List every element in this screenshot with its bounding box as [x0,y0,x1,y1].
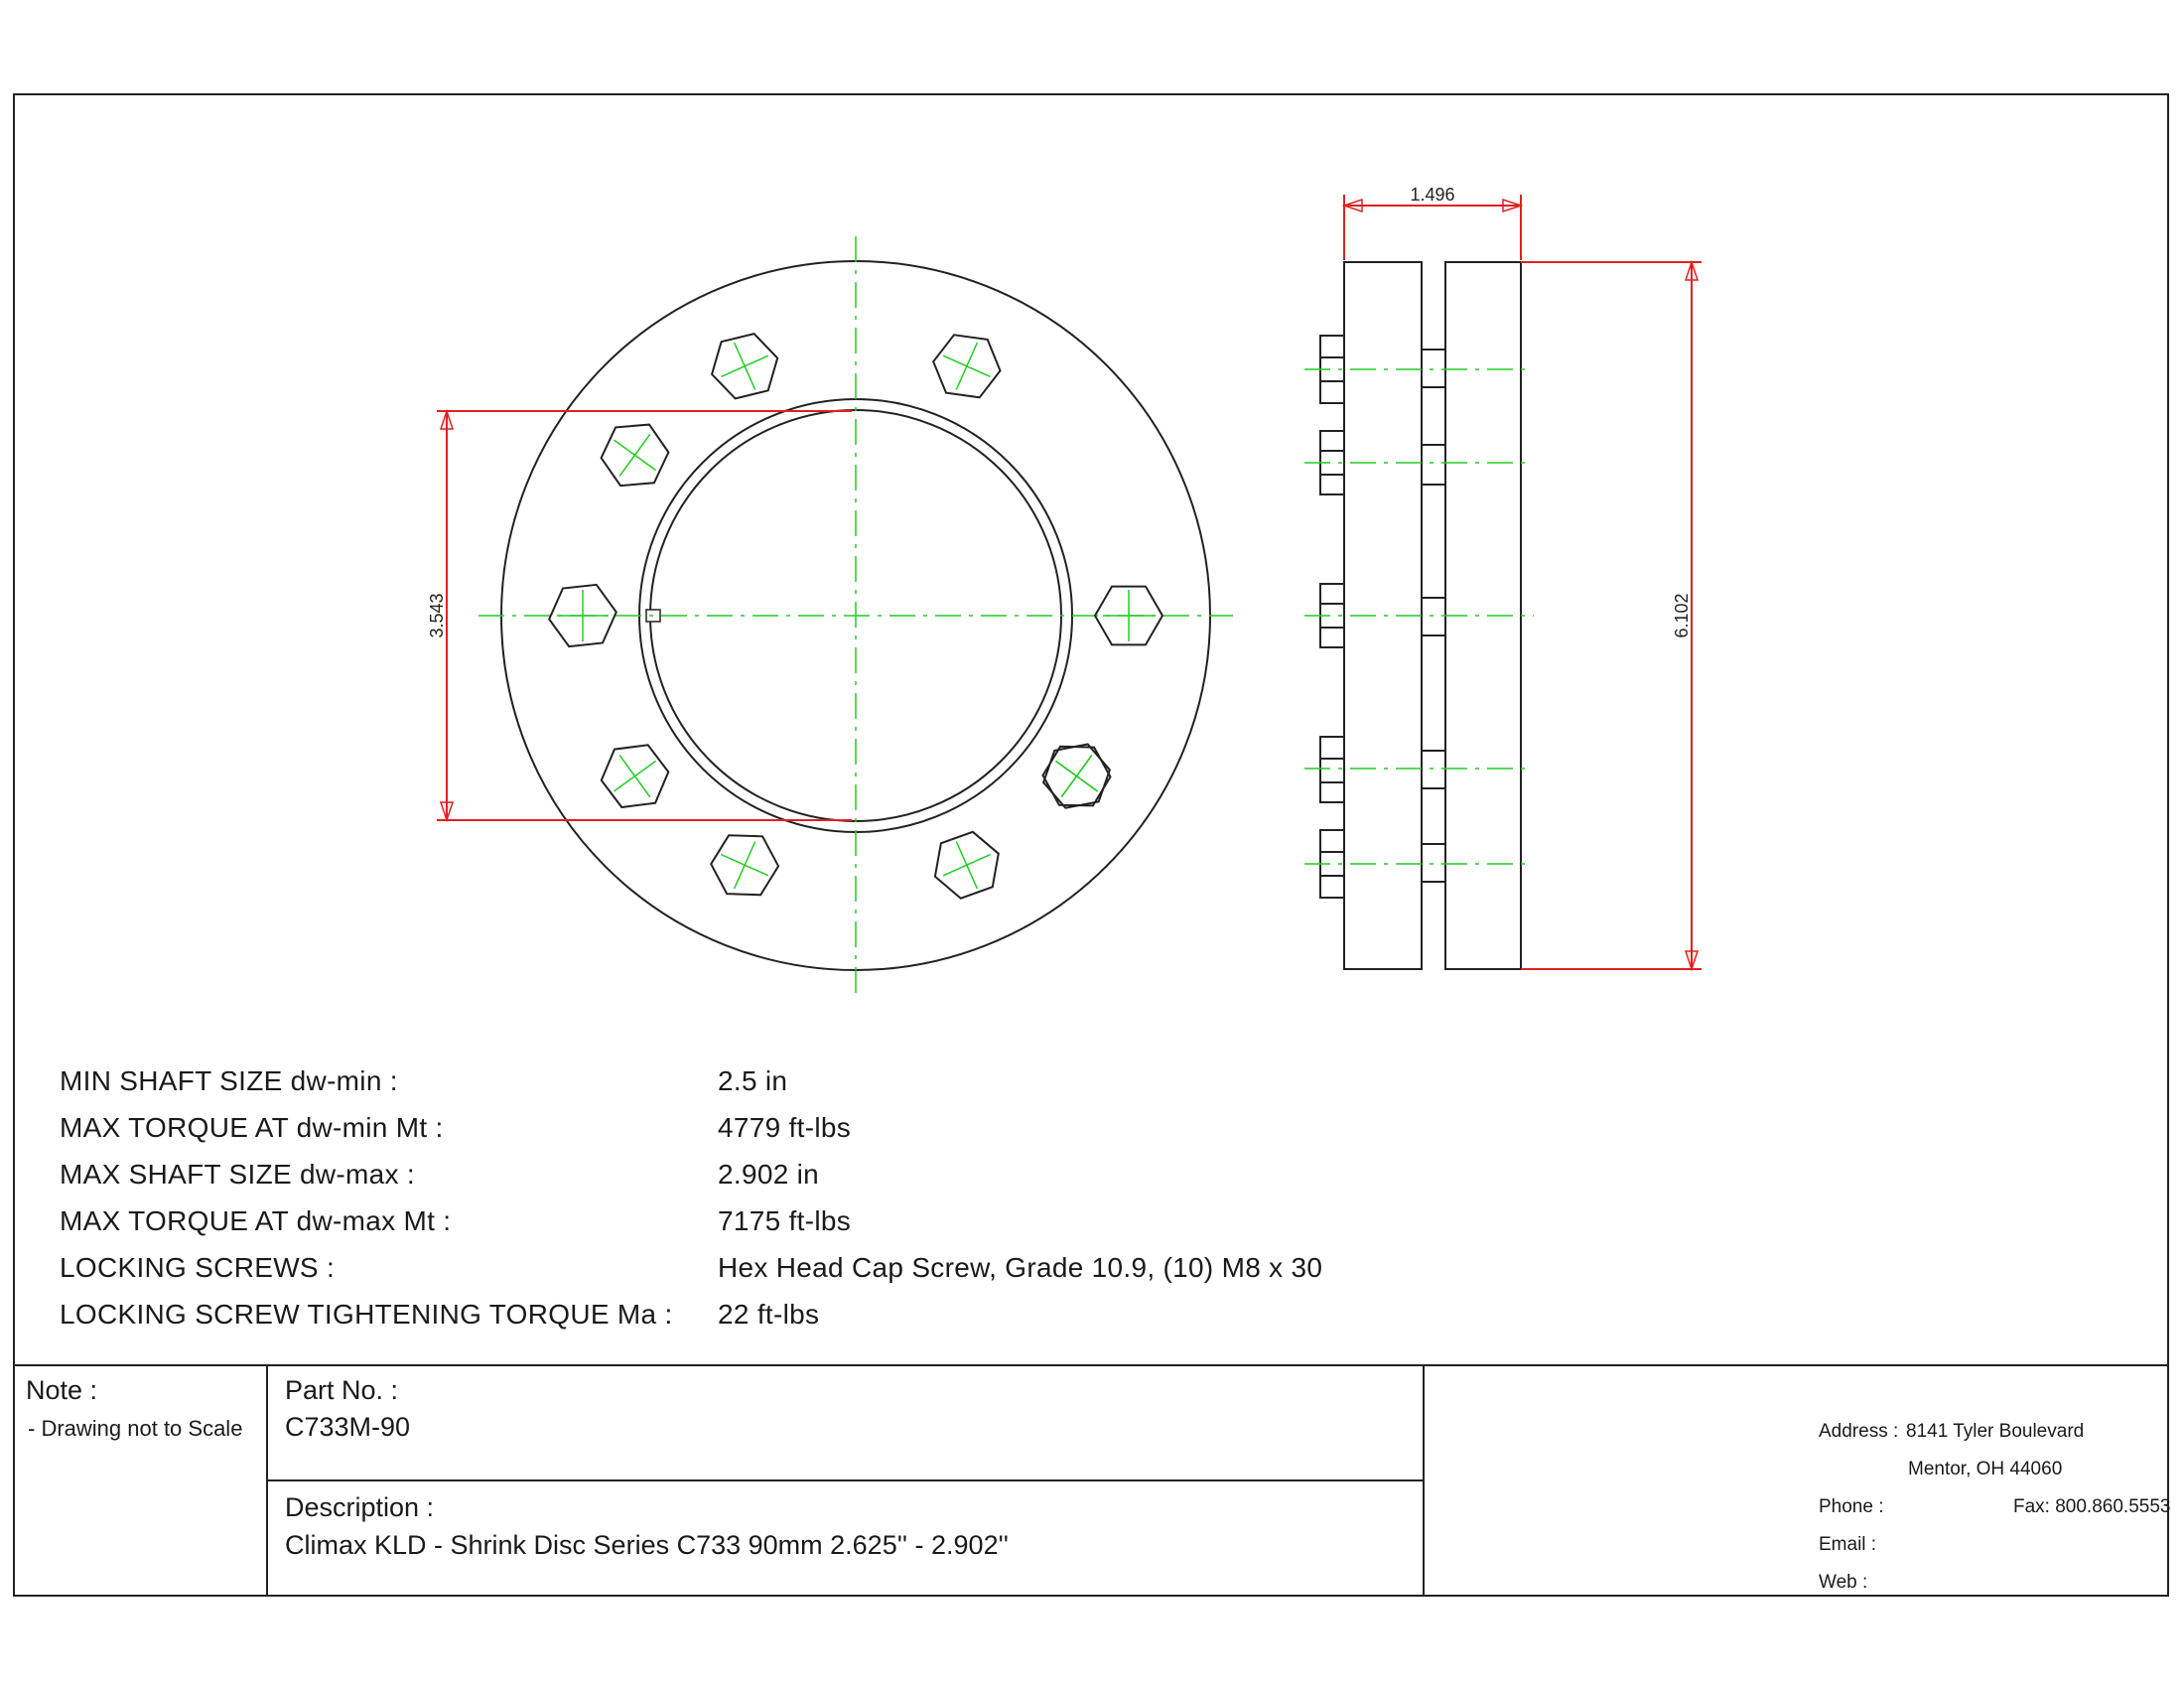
part-label: Part No. : [285,1375,399,1405]
spec-value-tightening-torque: 22 ft-lbs [718,1299,820,1330]
hex-bolt-head-icon [935,832,999,899]
spec-value-min-shaft: 2.5 in [718,1065,788,1096]
web-label: Web : [1819,1572,1868,1593]
outer-dimension [1521,262,1702,969]
spec-value-torque-max: 7175 ft-lbs [718,1205,852,1236]
fax-number: Fax: 800.860.5553 [2013,1496,2171,1517]
note-label: Note : [26,1375,98,1405]
description-label: Description : [285,1492,435,1522]
address-line2: Mentor, OH 44060 [1908,1459,2063,1479]
address-line1: 8141 Tyler Boulevard [1906,1421,2085,1442]
spec-label-max-shaft: MAX SHAFT SIZE dw-max : [60,1159,415,1190]
outer-dimension-label: 6.102 [1672,593,1692,638]
hex-bolt-head-icon [602,425,669,487]
hex-bolt-head-icon [1095,587,1162,645]
width-dimension [1344,185,1521,260]
hex-bolt-head-icon [549,585,616,646]
part-value: C733M-90 [285,1412,411,1442]
hex-bolt-head-icon [602,745,669,807]
phone-label: Phone : [1819,1496,1884,1517]
spec-label-torque-max: MAX TORQUE AT dw-max Mt : [60,1205,452,1236]
spec-label-torque-min: MAX TORQUE AT dw-min Mt : [60,1112,444,1143]
hex-bolt-head-icon [712,334,777,398]
hex-bolt-head-icon [711,835,778,895]
side-center-lines [1304,369,1534,864]
spec-value-max-shaft: 2.902 in [718,1159,820,1190]
address-label: Address : [1819,1421,1899,1442]
front-view [478,236,1233,993]
hex-bolt-head-icon [933,335,1000,397]
spec-label-tightening-torque: LOCKING SCREW TIGHTENING TORQUE Ma : [60,1299,673,1330]
note-text: - Drawing not to Scale [28,1416,243,1441]
email-label: Email : [1819,1534,1877,1555]
spec-value-locking-screws: Hex Head Cap Screw, Grade 10.9, (10) M8 x 30 [718,1252,1323,1283]
spec-label-locking-screws: LOCKING SCREWS : [60,1252,336,1283]
spec-value-torque-min: 4779 ft-lbs [718,1112,852,1143]
width-dimension-label: 1.496 [1410,185,1455,205]
description-value: Climax KLD - Shrink Disc Series C733 90mm 2.625'' - 2.902'' [285,1530,1009,1560]
bore-dimension-label: 3.543 [427,593,447,638]
spec-label-min-shaft: MIN SHAFT SIZE dw-min : [60,1065,398,1096]
